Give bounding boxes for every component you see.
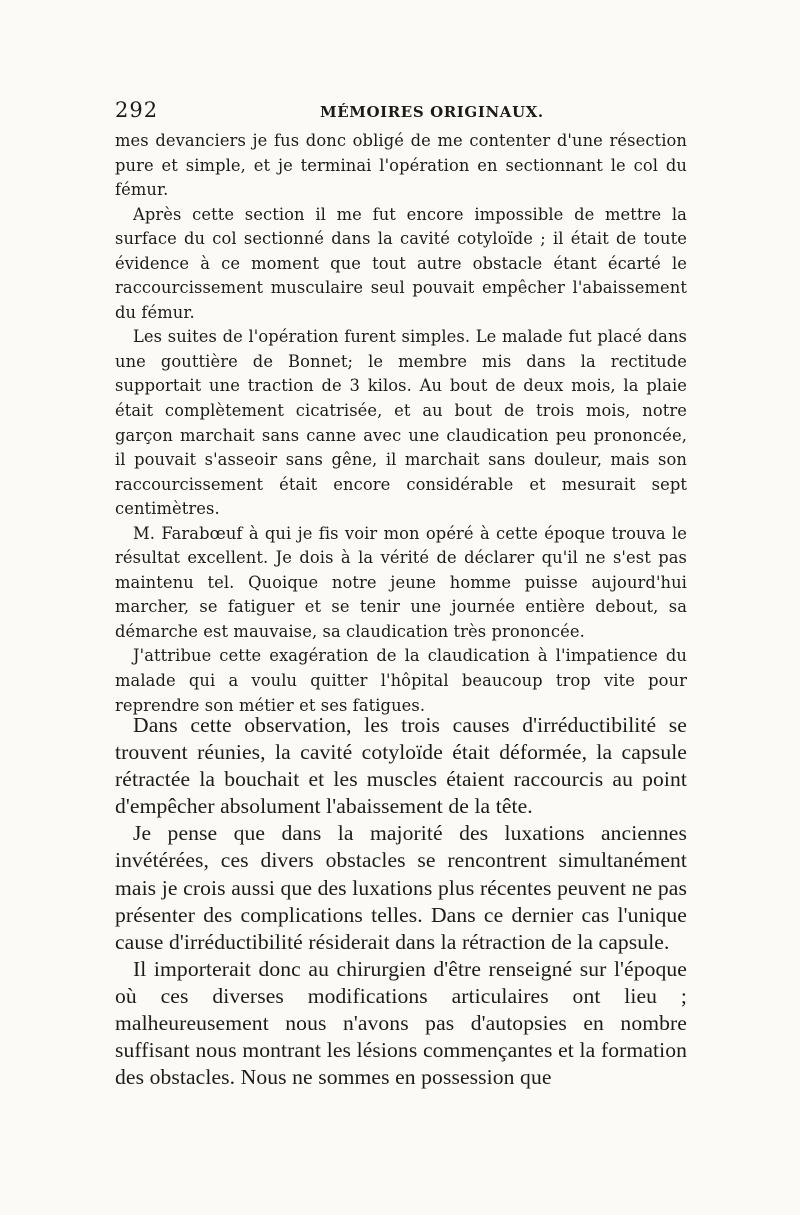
page-number: 292 [115,98,159,122]
paragraph-continuation: mes devanciers je fus donc obligé de me contenter d'une résection pure et simple, et je terminai l'opération en sectionnant le col du fémur. [115,131,687,200]
discussion-text [115,712,687,1091]
paragraph-surgeon: Il importerait donc au chirurgien d'être renseigné sur l'époque où ces diverses modifications articulaires ont lieu ; malheureusement nous n'avons pas d'autopsies en nombre suffisant nous montrant les lésions commençantes et la formation des obstacles. Nous ne sommes en possession que [115,956,687,1090]
paragraph-observation: Dans cette observation, les trois causes d'irréductibilité se trouvent réunies, la cavité cotyloïde était déformée, la capsule rétractée la bouchait et les muscles étaient raccourcis au point d'empêcher absolument l'abaissement de la tête. [115,713,687,819]
paragraph-opinion: Je pense que dans la majorité des luxations anciennes invétérées, ces divers obstacles se rencontrent simultanément mais je crois aussi que des luxations plus récentes peuvent ne pas présenter des complications telles. Dans ce dernier cas l'unique cause d'irréductibilité résiderait dans la rétraction de la capsule. [115,821,687,954]
running-title: MÉMOIRES ORIGINAUX. [320,103,544,121]
page-header [115,98,687,128]
case-report-text [115,129,687,718]
paragraph-outcome: Les suites de l'opération furent simples. Le malade fut placé dans une gouttière de Bonnet; le membre mis dans la rectitude supportait une traction de 3 kilos. Au bout de deux mois, la plaie était complètement cicatrisée, et au bout de trois mois, notre garçon marchait sans canne avec une claudication peu prononcée, il pouvait s'asseoir sans gêne, il marchait sans douleur, mais son raccourcissement était encore considérable et mesurait sept centimètres. [115,327,687,519]
paragraph-attribution: J'attribue cette exagération de la claudication à l'impatience du malade qui a voulu quitter l'hôpital beaucoup trop vite pour reprendre son métier et ses fatigues. [115,646,687,715]
paragraph-faraboeuf: M. Farabœuf à qui je fis voir mon opéré à cette époque trouva le résultat excellent. Je dois à la vérité de déclarer qu'il ne s'est pas maintenu tel. Quoique notre jeune homme puisse aujourd'hui marcher, se fatiguer et se tenir une journée entière debout, sa démarche est mauvaise, sa claudication très prononcée. [115,523,687,641]
paragraph-section: Après cette section il me fut encore impossible de mettre la surface du col sectionné dans la cavité cotyloïde ; il était de toute évidence à ce moment que tout autre obstacle étant écarté le raccourcissement musculaire seul pouvait empêcher l'abaissement du fémur. [115,204,687,322]
